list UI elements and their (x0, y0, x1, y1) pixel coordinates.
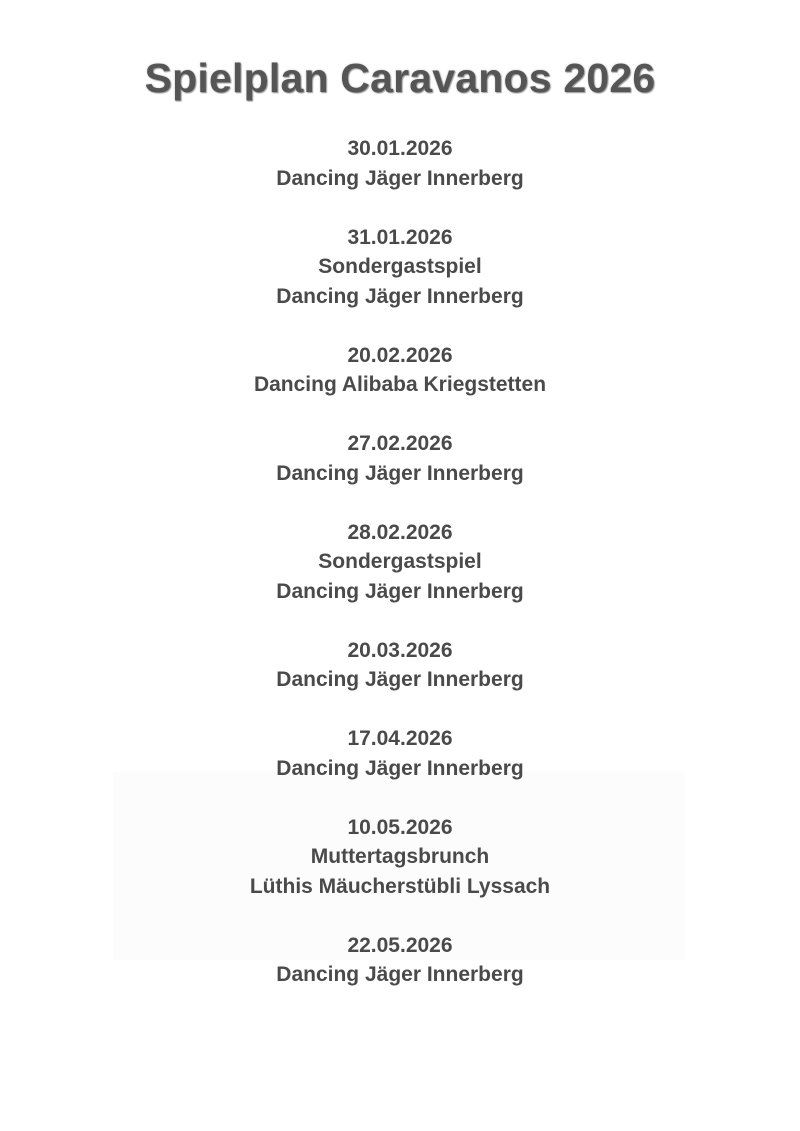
entry-venue: Dancing Jäger Innerberg (276, 579, 524, 603)
entry-venue: Dancing Alibaba Kriegstetten (253, 373, 547, 396)
entry-date: 30.01.2026 (347, 137, 453, 160)
schedule-entry (0, 813, 800, 902)
entry-date: 17.04.2026 (347, 727, 453, 750)
entry-venue: Lüthis Mäucherstübli Lyssach (249, 874, 551, 898)
schedule-list (0, 134, 800, 1019)
page-title: Spielplan Caravanos 2026 (144, 55, 656, 101)
schedule-entry (0, 341, 800, 400)
entry-venue: Dancing Jäger Innerberg (276, 668, 524, 691)
entry-date: 20.02.2026 (347, 343, 453, 367)
entry-venue: Dancing Jäger Innerberg (276, 461, 524, 485)
entry-date: 28.02.2026 (347, 520, 453, 544)
entry-date: 27.02.2026 (347, 432, 453, 455)
entry-event: Sondergastspiel (318, 255, 482, 278)
schedule-entry (0, 636, 800, 695)
entry-venue: Dancing Jäger Innerberg (276, 963, 524, 986)
entry-venue: Dancing Jäger Innerberg (276, 284, 524, 308)
entry-date: 22.05.2026 (347, 933, 453, 957)
schedule-entry (0, 223, 800, 312)
schedule-entry (0, 429, 800, 488)
schedule-entry (0, 518, 800, 607)
entry-event: Muttertagsbrunch (310, 845, 490, 868)
schedule-entry (0, 931, 800, 990)
schedule-entry (0, 134, 800, 193)
entry-event: Sondergastspiel (318, 550, 482, 573)
entry-date: 31.01.2026 (347, 225, 453, 249)
entry-date: 10.05.2026 (347, 815, 453, 839)
entry-venue: Dancing Jäger Innerberg (276, 756, 524, 780)
entry-venue: Dancing Jäger Innerberg (276, 166, 524, 190)
schedule-entry (0, 724, 800, 783)
entry-date: 20.03.2026 (347, 638, 453, 662)
